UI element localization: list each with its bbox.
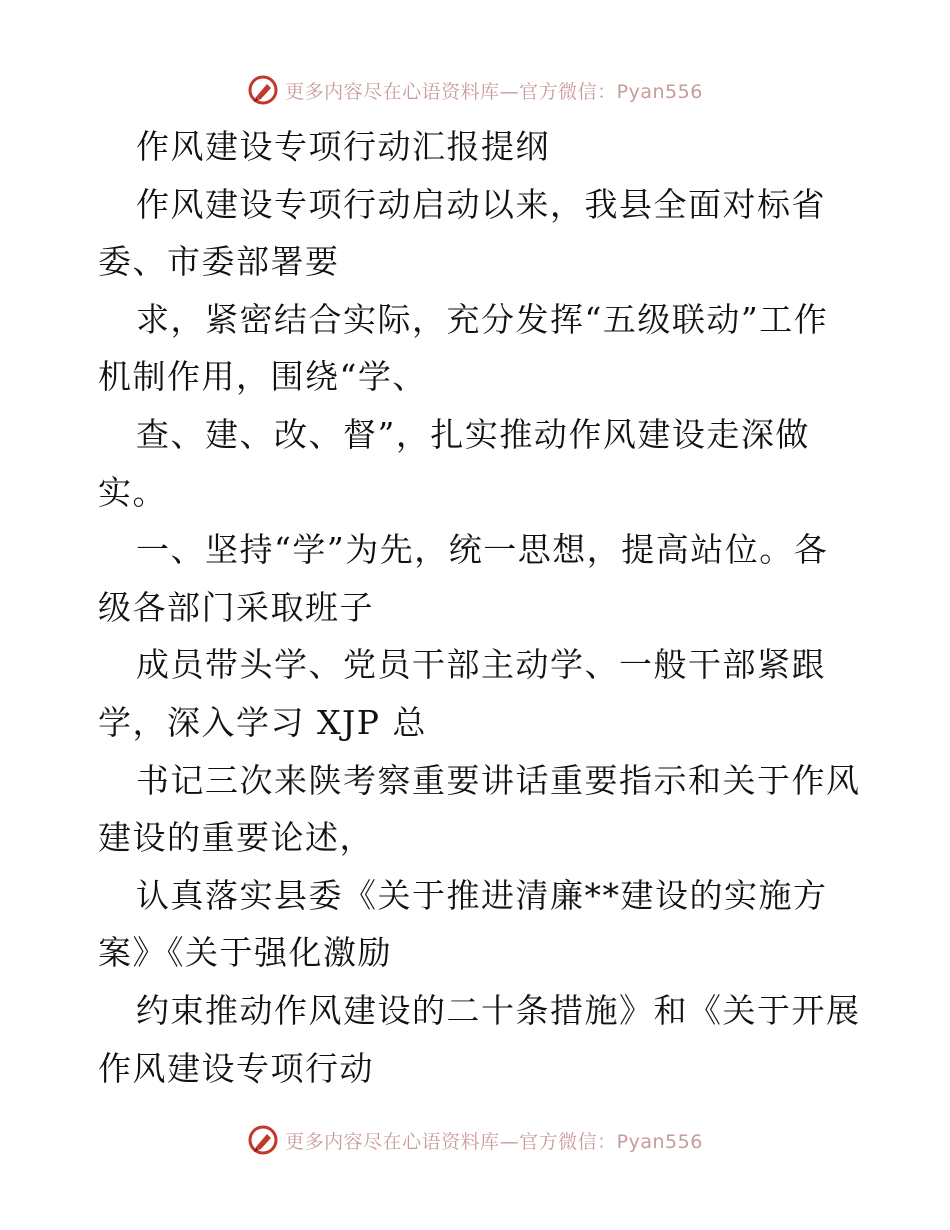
paragraph-line: 案》《关于强化激励 bbox=[98, 933, 392, 973]
document-body bbox=[98, 118, 861, 1097]
document-title: 作风建设专项行动汇报提纲 bbox=[136, 127, 550, 166]
paragraph-line: 查、建、改、督”，扎实推动作风建设走深做 bbox=[136, 414, 810, 454]
paragraph-line: 级各部门采取班子 bbox=[98, 587, 374, 627]
paragraph-line: 约束推动作风建设的二十条措施》和《关于开展 bbox=[136, 990, 861, 1030]
watermark-text: 更多内容尽在心语资料库—官方微信：Pyan556 bbox=[285, 1130, 703, 1153]
paragraph-line: 书记三次来陕考察重要讲话重要指示和关于作风 bbox=[136, 760, 861, 800]
pen-logo-icon bbox=[247, 74, 279, 106]
watermark-text: 更多内容尽在心语资料库—官方微信：Pyan556 bbox=[285, 80, 703, 103]
pen-logo-icon bbox=[247, 1124, 279, 1156]
paragraph-line: 委、市委部署要 bbox=[98, 242, 340, 282]
footer-watermark bbox=[0, 1120, 950, 1160]
paragraph-line: 认真落实县委《关于推进清廉**建设的实施方 bbox=[136, 875, 828, 915]
paragraph-line: 实。 bbox=[98, 472, 167, 512]
paragraph-line: 学，深入学习 XJP 总 bbox=[98, 702, 427, 742]
paragraph-line: 一、坚持“学”为先，统一思想，提高站位。各 bbox=[136, 530, 829, 570]
paragraph-line: 建设的重要论述， bbox=[98, 818, 374, 858]
paragraph-line: 作风建设专项行动 bbox=[98, 1048, 374, 1088]
paragraph-line: 成员带头学、党员干部主动学、一般干部紧跟 bbox=[136, 645, 826, 685]
header-watermark bbox=[0, 70, 950, 110]
paragraph-line: 机制作用，围绕“学、 bbox=[98, 357, 427, 397]
paragraph-line: 作风建设专项行动启动以来，我县全面对标省 bbox=[136, 184, 826, 224]
paragraph-line: 求，紧密结合实际，充分发挥“五级联动”工作 bbox=[136, 299, 829, 339]
